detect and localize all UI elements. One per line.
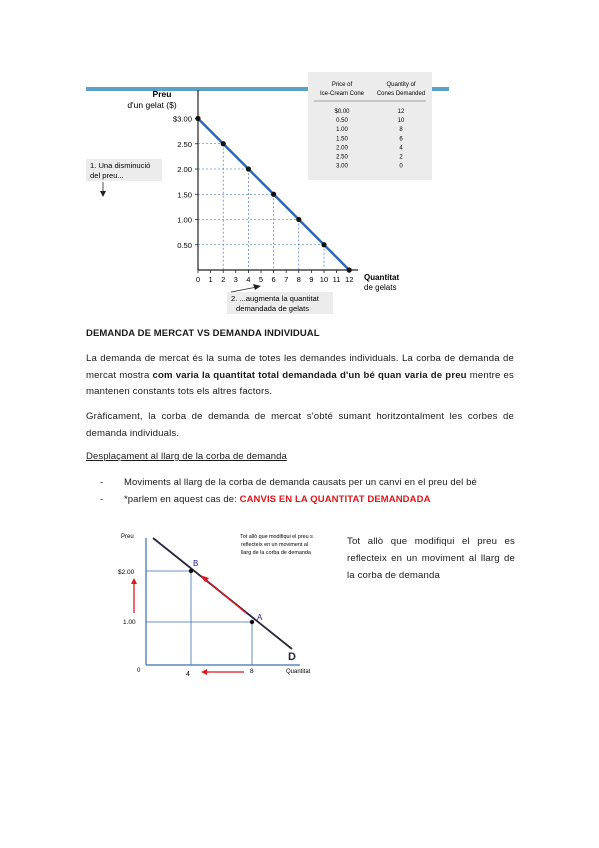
top-x-title-2: de gelats: [364, 283, 397, 292]
bullet-movements: - Moviments al llarg de la corba de demanda causats per un canvi en el preu del bé: [100, 477, 477, 488]
paragraph-market-demand: La demanda de mercat és la suma de totes les demandes individuals. La corba de demanda de mercat mostra com varia la quantitat total demandada d'un bé quan varia de preu mentre es mantenen constants tots els altres factors.: [86, 353, 514, 397]
subheading-movement: Desplaçament al llarg de la corba de demanda: [86, 451, 287, 462]
schedule-price-cell: 1.50: [336, 136, 348, 143]
top-x-tick-label: 12: [344, 275, 354, 284]
top-x-tick-label: 0: [195, 275, 201, 284]
bottom-y-tick-low: 1.00: [123, 619, 136, 626]
top-y-tick-label: $3.00: [172, 114, 192, 124]
paragraph-graphical: Gràficament, la corba de demanda de mercat s'obté sumant horitzontalment les corbes de demanda individuals.: [86, 411, 514, 439]
top-demand-point: [195, 116, 200, 121]
annotation-price-decrease: [86, 159, 162, 197]
top-x-tick-label: 9: [309, 275, 314, 284]
top-demand-point: [221, 141, 226, 146]
top-demand-point: [347, 267, 352, 272]
schedule-qty-cell: 10: [397, 118, 405, 125]
schedule-header-qty-2: Cones Demanded: [376, 91, 426, 97]
schedule-price-cell: 3.00: [336, 163, 348, 170]
point-b-label: B: [193, 559, 199, 568]
svg-text:Tot allò que modifiqui el preu: Tot allò que modifiqui el preu s: [240, 534, 313, 540]
bottom-x-tick-left: 4: [186, 671, 190, 678]
svg-text:1. Una disminució: 1. Una disminució: [90, 161, 151, 170]
side-explanation: Tot allò que modifiqui el preu es reflecteix en un moviment al llarg de la corba de demanda: [347, 536, 515, 581]
annotation-quantity-increase: [227, 284, 333, 314]
svg-text:demandada de gelats: demandada de gelats: [236, 304, 310, 313]
bottom-chart-note: [240, 534, 313, 556]
top-demand-point: [246, 166, 251, 171]
svg-text:del preu...: del preu...: [90, 171, 124, 180]
top-x-tick-label: 3: [233, 275, 238, 284]
top-y-title-2: d'un gelat ($): [127, 100, 177, 110]
schedule-price-cell: 2.50: [336, 154, 348, 161]
svg-text:llarg de la corba de demanda: llarg de la corba de demanda: [241, 550, 311, 556]
top-y-tick-label: 2.50: [177, 139, 192, 149]
schedule-price-cell: 2.00: [336, 145, 348, 152]
bottom-guides: [146, 571, 252, 665]
top-x-tick-label: 5: [258, 275, 264, 284]
schedule-price-cell: 1.00: [336, 127, 348, 134]
schedule-qty-cell: 8: [399, 127, 403, 134]
top-x-tick-label: 8: [296, 275, 301, 284]
schedule-price-cell: $0.00: [334, 109, 350, 115]
top-x-tick-label: 1: [208, 275, 213, 284]
accent-bar-right: [432, 87, 449, 91]
schedule-qty-cell: 12: [397, 109, 405, 115]
top-y-tick-label: 1.50: [177, 190, 192, 200]
top-x-tick-label: 2: [221, 275, 226, 284]
top-demand-chart: [0, 0, 599, 325]
schedule-price-cell: 0.50: [336, 118, 348, 125]
bottom-y-title: Preu: [121, 534, 134, 540]
top-x-tick-label: 7: [284, 275, 289, 284]
schedule-header-qty-1: Quantity of: [386, 82, 416, 88]
bullet-quantity-change: - *parlem en aquest cas de: CANVIS EN LA QUANTITAT DEMANDADA: [100, 494, 431, 505]
curve-label-d: D: [288, 651, 296, 663]
point-b: [189, 569, 193, 573]
top-y-tick-label: 0.50: [177, 240, 192, 250]
top-demand-point: [271, 192, 276, 197]
top-x-tick-label: 10: [319, 275, 329, 284]
schedule-qty-cell: 0: [399, 163, 403, 170]
point-a-label: A: [257, 613, 263, 622]
schedule-qty-cell: 4: [399, 145, 403, 152]
bottom-movement-chart: [0, 520, 350, 685]
top-x-title-1: Quantitat: [364, 273, 400, 282]
top-demand-point: [296, 217, 301, 222]
top-x-tick-label: 4: [246, 275, 251, 284]
schedule-header-price-1: Price of: [331, 82, 353, 88]
movement-arrows: [131, 575, 246, 675]
section-title: DEMANDA DE MERCAT VS DEMANDA INDIVIDUAL: [86, 328, 320, 339]
top-y-title-1: Preu: [152, 89, 172, 99]
bottom-y-tick-high: $2.00: [118, 569, 135, 576]
demand-schedule-table: [308, 72, 432, 180]
top-y-tick-label: 2.00: [177, 165, 192, 174]
top-x-tick-label: 6: [271, 275, 276, 284]
schedule-header-price-2: Ice-Cream Cone: [319, 91, 365, 97]
top-x-tick-label: 11: [332, 275, 341, 284]
point-a: [250, 620, 254, 624]
accent-bar-left: [86, 87, 308, 91]
top-y-tick-label: 1.00: [177, 215, 192, 225]
top-demand-point: [321, 242, 326, 247]
schedule-qty-cell: 6: [399, 136, 403, 143]
schedule-qty-cell: 2: [399, 154, 403, 161]
svg-text:reflecteix en un moviment al: reflecteix en un moviment al: [241, 542, 309, 548]
svg-text:2. ...augmenta la quantitat: 2. ...augmenta la quantitat: [231, 294, 319, 303]
bottom-origin: 0: [137, 668, 141, 674]
bottom-x-title: Quantitat: [286, 669, 311, 675]
bottom-x-tick-right: 8: [250, 668, 254, 675]
